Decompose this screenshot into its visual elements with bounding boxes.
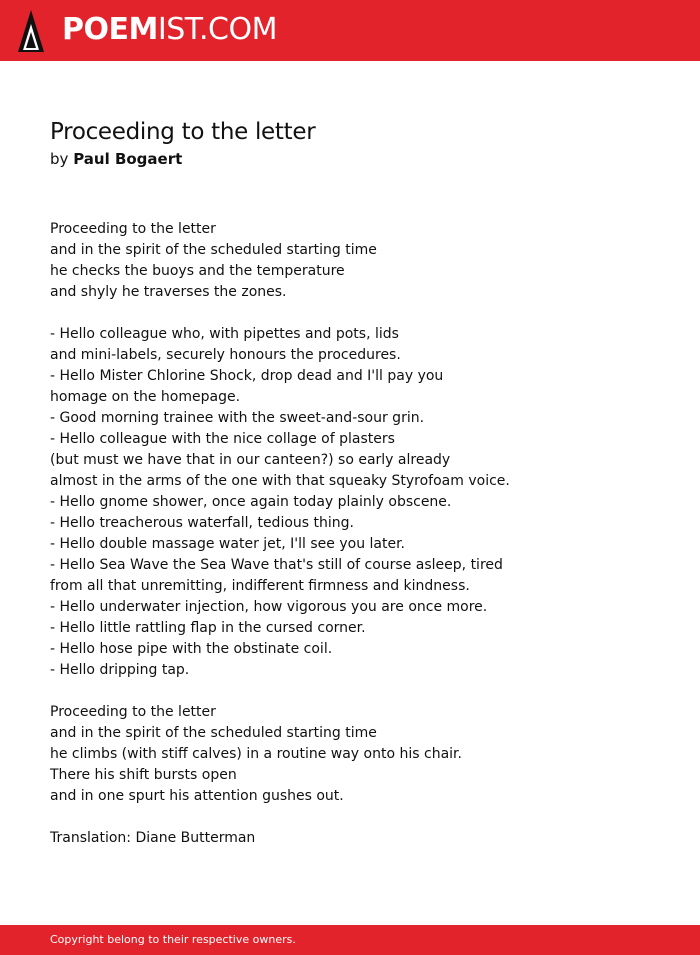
poem-line: he climbs (with stiff calves) in a routine way onto his chair. (50, 746, 462, 762)
poem-line: - Hello colleague who, with pipettes and pots, lids (50, 326, 399, 342)
poem-line: - Hello gnome shower, once again today plainly obscene. (50, 494, 452, 510)
poem-line: - Hello colleague with the nice collage of plasters (50, 431, 395, 447)
pencil-tip-icon[interactable] (18, 10, 44, 52)
poem-line: - Hello little rattling flap in the cursed corner. (50, 620, 366, 636)
poem-line: almost in the arms of the one with that squeaky Styrofoam voice. (50, 473, 510, 489)
poem-line: from all that unremitting, indifferent firmness and kindness. (50, 578, 470, 594)
poem-line: and in the spirit of the scheduled starting time (50, 725, 377, 741)
poem-line: - Hello hose pipe with the obstinate coil. (50, 641, 333, 657)
author-name: Paul Bogaert (73, 150, 183, 168)
by-label: by (50, 150, 69, 168)
poem-line: he checks the buoys and the temperature (50, 263, 345, 279)
poem-line: There his shift bursts open (50, 767, 237, 783)
poem-line: and in one spurt his attention gushes out. (50, 788, 344, 804)
byline (50, 149, 182, 169)
poem-line: and in the spirit of the scheduled starting time (50, 242, 377, 258)
copyright-text: Copyright belong to their respective owners. (50, 933, 296, 946)
logo-light-text: IST.COM (157, 12, 277, 47)
poem-line: Translation: Diane Butterman (50, 830, 256, 846)
poem-line: - Good morning trainee with the sweet-and-sour grin. (50, 410, 425, 426)
poem-line: - Hello treacherous waterfall, tedious thing. (50, 515, 354, 531)
poem-line: - Hello double massage water jet, I'll see you later. (50, 536, 406, 552)
poem-line: - Hello underwater injection, how vigorous you are once more. (50, 599, 488, 615)
poem-line: Proceeding to the letter (50, 221, 216, 237)
poem-line: - Hello dripping tap. (50, 662, 190, 678)
stanza-break (50, 807, 670, 828)
poem-title: Proceeding to the letter (50, 119, 316, 145)
poem-body (50, 219, 670, 849)
poem-line: and shyly he traverses the zones. (50, 284, 287, 300)
poem-line: - Hello Sea Wave the Sea Wave that's still of course asleep, tired (50, 557, 503, 573)
poem-line: - Hello Mister Chlorine Shock, drop dead and I'll pay you (50, 368, 444, 384)
stanza-break (50, 681, 670, 702)
poem-line: homage on the homepage. (50, 389, 241, 405)
poem-line: and mini-labels, securely honours the procedures. (50, 347, 401, 363)
logo-strong-text: POEM (62, 12, 158, 47)
site-footer (0, 925, 700, 955)
poem-line: Proceeding to the letter (50, 704, 216, 720)
site-logo[interactable] (62, 12, 277, 48)
poem-line: (but must we have that in our canteen?) so early already (50, 452, 451, 468)
site-header (0, 0, 700, 61)
stanza-break (50, 303, 670, 324)
